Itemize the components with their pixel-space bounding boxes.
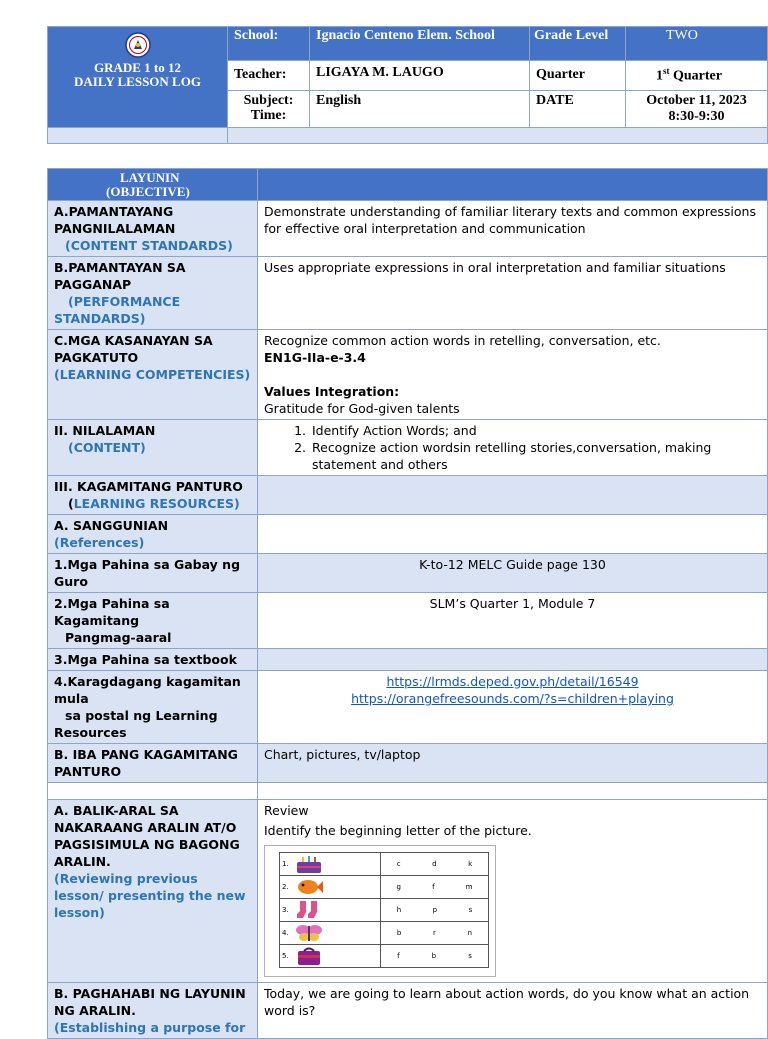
row-performance-standards-value: Uses appropriate expressions in oral interpretation and familiar situations (258, 257, 768, 330)
exercise-number: 4. (282, 929, 289, 937)
objective-header-fill (258, 169, 768, 201)
exercise-grid (279, 852, 489, 968)
list-item: 2. Recognize action wordsin retelling stories,conversation, making statement and others (310, 439, 761, 473)
learning-resources-en: LEARNING RESOURCES) (73, 496, 240, 511)
row-content-value (258, 420, 768, 476)
purpose-tl: B. PAGHAHABI NG LAYUNIN NG ARALIN. (54, 986, 246, 1018)
learning-competencies-tl: C.MGA KASANAYAN SA PAGKATUTO (54, 333, 213, 365)
exercise-number: 2. (282, 883, 289, 891)
performance-standards-en: (PERFORMANCE STANDARDS) (54, 294, 181, 326)
competency-text: Recognize common action words in retelling, conversation, etc. (264, 333, 661, 348)
content-standards-en: (CONTENT STANDARDS) (65, 238, 233, 253)
letter-option: r (433, 929, 436, 937)
learner-materials-line1: 2.Mga Pahina sa Kagamitang (54, 596, 170, 628)
deped-seal-icon (125, 32, 151, 58)
exercise-row (280, 945, 381, 968)
row-content-standards-label (48, 201, 258, 257)
row-content-standards-value: Demonstrate understanding of familiar literary texts and common expressions for effective oral interpretation and communication (258, 201, 768, 257)
butterfly-icon (294, 923, 324, 943)
letter-option: g (396, 883, 401, 891)
letter-option: c (396, 860, 401, 868)
performance-standards-tl: B.PAMANTAYAN SA PAGGANAP (54, 260, 186, 292)
grade-value: TWO (626, 27, 768, 61)
letter-option: b (431, 952, 437, 960)
references-tl: A. SANGGUNIAN (54, 518, 169, 533)
lesson-table (47, 168, 768, 1039)
letter-option: m (465, 883, 473, 891)
row-teacher-guide-value: K-to-12 MELC Guide page 130 (258, 554, 768, 593)
date-time-value (626, 91, 768, 128)
school-label: School: (228, 27, 310, 61)
bag-icon (294, 946, 324, 966)
competency-code: EN1G-IIa-e-3.4 (264, 350, 366, 365)
teacher-label: Teacher: (228, 61, 310, 91)
row-references-value (258, 515, 768, 554)
row-other-materials-value: Chart, pictures, tv/laptop (258, 744, 768, 783)
row-textbook-value (258, 649, 768, 671)
letter-option: p (432, 906, 438, 914)
quarter-suffix: st (663, 66, 670, 76)
content-list (264, 422, 761, 473)
row-additional-materials-value (258, 671, 768, 744)
beginning-letter-exercise (264, 845, 496, 977)
quarter-text: Quarter (669, 68, 722, 84)
time-label: Time: (250, 108, 287, 123)
spacer-row-right (258, 783, 768, 800)
letter-option: d (432, 860, 437, 868)
content-standards-tl: A.PAMANTAYANG PANGNILALAMAN (54, 204, 176, 236)
exercise-number: 5. (282, 952, 289, 960)
lrmds-link[interactable]: https://lrmds.deped.gov.ph/detail/16549 (386, 674, 639, 689)
content-en: (CONTENT) (68, 440, 146, 455)
row-learning-resources-label (48, 476, 258, 515)
row-additional-materials-label (48, 671, 258, 744)
review-instruction: Identify the beginning letter of the picture. (264, 823, 532, 838)
row-references-label (48, 515, 258, 554)
row-learning-competencies-value (258, 330, 768, 420)
row-learner-materials-value: SLM’s Quarter 1, Module 7 (258, 593, 768, 649)
quarter-value (626, 61, 768, 91)
references-en: (References) (54, 535, 145, 550)
subject-time-label (228, 91, 310, 128)
row-other-materials-label: B. IBA PANG KAGAMITANG PANTURO (48, 744, 258, 783)
teacher-value: LIGAYA M. LAUGO (310, 61, 530, 91)
row-learner-materials-label (48, 593, 258, 649)
learning-resources-tl: III. KAGAMITANG PANTURO (54, 479, 243, 494)
review-tl: A. BALIK-ARAL SA NAKARAANG ARALIN AT/O PAGSISIMULA NG BAGONG ARALIN. (54, 803, 240, 869)
cake-icon (294, 854, 324, 874)
objective-header-line2: (OBJECTIVE) (106, 184, 190, 199)
letter-option: s (468, 952, 472, 960)
spacer-row-left (48, 783, 258, 800)
socks-icon (294, 900, 324, 920)
objective-header-line1: LAYUNIN (120, 170, 180, 185)
header-table (47, 26, 768, 144)
purpose-en: (Establishing a purpose for (54, 1020, 246, 1035)
additional-materials-line2: sa postal ng Learning Resources (54, 708, 218, 740)
row-purpose-label (48, 983, 258, 1039)
row-purpose-value: Today, we are going to learn about action words, do you know what an action word is? (258, 983, 768, 1039)
letter-option: f (397, 952, 400, 960)
additional-materials-line1: 4.Karagdagang kagamitan mula (54, 674, 241, 706)
content-tl: II. NILALAMAN (54, 423, 156, 438)
row-content-label (48, 420, 258, 476)
row-review-label (48, 800, 258, 983)
title-block (48, 27, 228, 128)
exercise-letters (381, 853, 489, 876)
header-spacer-left (48, 128, 228, 144)
list-item: 1. Identify Action Words; and (310, 422, 761, 439)
learner-materials-line2: Pangmag-aaral (65, 630, 172, 645)
learning-competencies-en: (LEARNING COMPETENCIES) (54, 367, 251, 382)
letter-option: s (468, 906, 473, 914)
date-label: DATE (530, 91, 626, 128)
time-value: 8:30-9:30 (668, 109, 725, 124)
header-spacer-right (228, 128, 768, 144)
row-performance-standards-label (48, 257, 258, 330)
quarter-label: Quarter (530, 61, 626, 91)
row-textbook-label: 3.Mga Pahina sa textbook (48, 649, 258, 671)
letter-option: k (468, 860, 473, 868)
grade-label: Grade Level (530, 27, 626, 61)
subject-label: Subject: (243, 93, 294, 108)
objective-header (48, 169, 258, 201)
date-value: October 11, 2023 (646, 93, 747, 108)
exercise-letters (381, 899, 489, 922)
exercise-number: 3. (282, 906, 289, 914)
quarter-number: 1 (656, 68, 663, 84)
values-integration-text: Gratitude for God-given talents (264, 401, 460, 416)
exercise-letters (381, 876, 489, 899)
exercise-letters (381, 922, 489, 945)
learning-resources-paren: ( (68, 496, 74, 511)
orangefreesounds-link[interactable]: https://orangefreesounds.com/?s=children+playing (351, 691, 674, 706)
letter-option: n (467, 929, 473, 937)
letter-option: f (432, 883, 435, 891)
values-integration-label: Values Integration: (264, 384, 400, 399)
row-review-value (258, 800, 768, 983)
exercise-row (280, 876, 381, 899)
row-learning-competencies-label (48, 330, 258, 420)
exercise-row (280, 853, 381, 876)
row-teacher-guide-label: 1.Mga Pahina sa Gabay ng Guro (48, 554, 258, 593)
row-learning-resources-value (258, 476, 768, 515)
exercise-number: 1. (282, 860, 289, 868)
exercise-row (280, 922, 381, 945)
fish-icon (294, 877, 324, 897)
exercise-letters (381, 945, 489, 968)
school-value: Ignacio Centeno Elem. School (310, 27, 530, 61)
review-heading: Review (264, 803, 309, 818)
letter-option: h (396, 906, 402, 914)
exercise-row (280, 899, 381, 922)
review-en: (Reviewing previous lesson/ presenting the new lesson) (54, 871, 246, 920)
title-line2: DAILY LESSON LOG (74, 74, 201, 89)
title-line1: GRADE 1 to 12 (93, 60, 182, 75)
subject-value: English (310, 91, 530, 128)
letter-option: b (396, 929, 402, 937)
